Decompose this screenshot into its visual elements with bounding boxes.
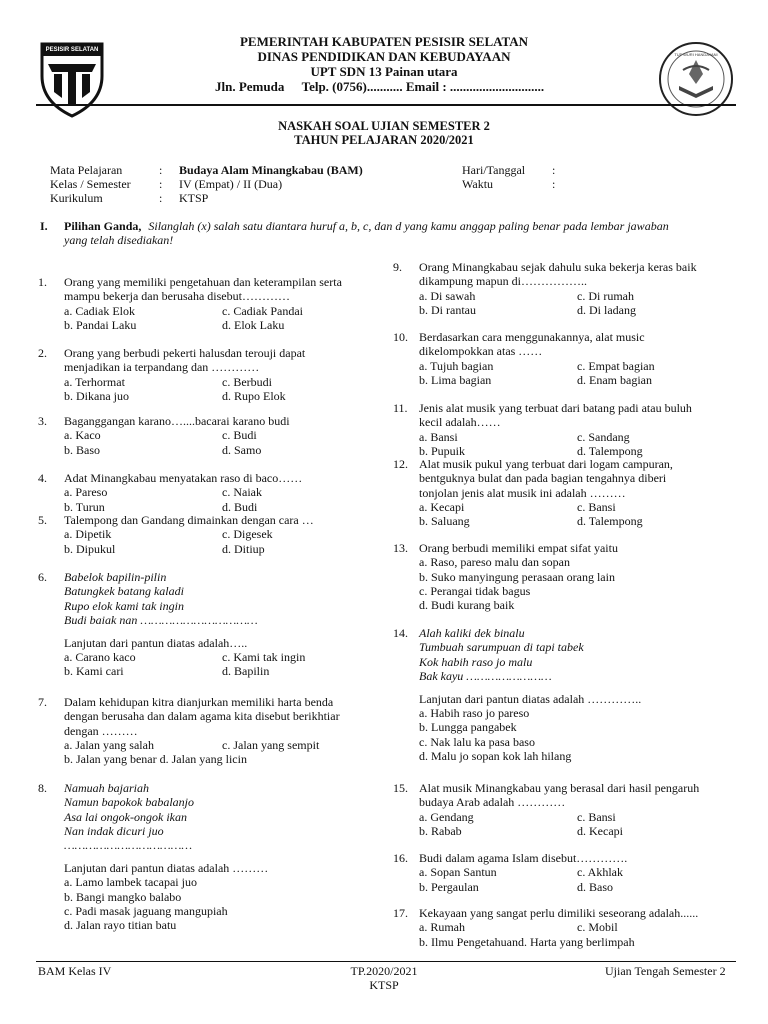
question-text-line: Adat Minangkabau menyatakan raso di baco…… bbox=[64, 471, 303, 485]
question-text-line: bentguknya bulat dan pada bagian tengahnya diberi bbox=[419, 471, 667, 486]
answer-option: d. Malu jo sopan kok lah hilang bbox=[419, 748, 572, 763]
question-text-line: Jenis alat musik yang terbuat dari batang padi atau buluh bbox=[419, 401, 692, 415]
answer-option: b. Jalan yang benar d. Jalan yang licin bbox=[64, 752, 247, 767]
question-number: 17. bbox=[393, 906, 408, 920]
answer-option: b. Dikana juo bbox=[64, 388, 129, 403]
question-text-line: Berdasarkan cara menggunakannya, alat music bbox=[419, 330, 645, 344]
answer-option: b. Saluang bbox=[419, 514, 470, 529]
pantun-line: Alah kaliki dek binalu bbox=[419, 626, 525, 640]
pantun-line: Namuah bajariah bbox=[64, 781, 150, 795]
footer-center-2: KTSP bbox=[369, 978, 399, 992]
answer-option: b. Turun bbox=[64, 499, 105, 514]
answer-option: b. Pergaulan bbox=[419, 879, 479, 894]
info-time-label: Waktu bbox=[462, 177, 494, 191]
question-text-line: dengan ……… bbox=[64, 723, 138, 738]
info-subject-value: Budaya Alam Minangkabau (BAM) bbox=[179, 163, 363, 177]
question-text-line: Alat musik Minangkabau yang berasal dari hasil pengaruh bbox=[419, 781, 700, 795]
section-heading: Pilihan Ganda, bbox=[64, 219, 142, 233]
answer-option: d. Bapilin bbox=[222, 664, 270, 679]
footer-rule bbox=[36, 961, 736, 962]
footer-center-1: TP.2020/2021 bbox=[350, 964, 418, 978]
section-instruction bbox=[64, 219, 736, 233]
question-number: 7. bbox=[38, 695, 47, 709]
answer-option: d. Baso bbox=[577, 879, 613, 894]
answer-option: b. Ilmu Pengetahuand. Harta yang berlimpah bbox=[419, 934, 635, 949]
answer-option: a. Terhormat bbox=[64, 374, 125, 389]
question-number: 1. bbox=[38, 275, 47, 289]
answer-option: b. Lima bagian bbox=[419, 372, 492, 387]
answer-option: c. Budi bbox=[222, 428, 257, 443]
info-subject-label: Mata Pelajaran bbox=[50, 163, 123, 177]
answer-option: d. Rupo Elok bbox=[222, 388, 286, 403]
info-colon: : bbox=[159, 191, 163, 205]
pantun-line: Kok habih raso jo malu bbox=[419, 654, 533, 669]
question-number: 15. bbox=[393, 781, 408, 795]
answer-option: a. Carano kaco bbox=[64, 650, 136, 665]
pantun-line: Nan indak dicuri juo bbox=[64, 823, 164, 838]
question-number: 5. bbox=[38, 513, 47, 527]
question-text-line: Budi dalam agama Islam disebut…………. bbox=[419, 851, 628, 865]
pantun-line: Bak kayu …………………… bbox=[419, 668, 552, 683]
answer-option: c. Nak lalu ka pasa baso bbox=[419, 734, 535, 749]
section-number: I. bbox=[40, 219, 48, 233]
question-text-line: Talempong dan Gandang dimainkan dengan cara … bbox=[64, 513, 314, 527]
answer-option: b. Pupuik bbox=[419, 443, 466, 458]
question-number: 14. bbox=[393, 626, 408, 640]
section-instruction-1: Silanglah (x) salah satu diantara huruf a, b, c, dan d yang kamu anggap paling benar pada lembar jawaban bbox=[148, 219, 669, 233]
answer-option: c. Di rumah bbox=[577, 288, 634, 303]
letterhead-address bbox=[215, 79, 544, 95]
answer-option: d. Jalan rayo titian batu bbox=[64, 918, 177, 933]
question-text-line: tonjolan jenis alat musik ini adalah ……… bbox=[419, 485, 626, 500]
info-colon: : bbox=[552, 163, 556, 177]
info-colon: : bbox=[159, 177, 163, 191]
regency-logo-text: PESISIR SELATAN bbox=[45, 47, 99, 53]
answer-option: d. Ditiup bbox=[222, 541, 265, 556]
exam-title: NASKAH SOAL UJIAN SEMESTER 2 bbox=[278, 119, 490, 133]
footer-right: Ujian Tengah Semester 2 bbox=[605, 964, 726, 978]
answer-option: c. Mobil bbox=[577, 920, 618, 935]
address: Jln. Pemuda bbox=[215, 79, 285, 94]
question-text-line: dikelompokkan atas …… bbox=[419, 344, 543, 359]
answer-option: b. Di rantau bbox=[419, 302, 476, 317]
question-number: 9. bbox=[393, 260, 402, 274]
answer-option: a. Rumah bbox=[419, 920, 465, 935]
answer-option: c. Cadiak Pandai bbox=[222, 303, 303, 318]
info-curriculum-value: KTSP bbox=[179, 191, 209, 205]
answer-option: c. Digesek bbox=[222, 527, 273, 542]
answer-option: c. Padi masak jaguang mangupiah bbox=[64, 903, 228, 918]
phone-email: Telp. (0756)........... Email : ............................. bbox=[301, 79, 545, 94]
question-text-line: Kekayaan yang sangat perlu dimiliki seseorang adalah...... bbox=[419, 906, 699, 920]
question-follow-up: Lanjutan dari pantun diatas adalah ……… bbox=[64, 861, 269, 876]
question-number: 3. bbox=[38, 414, 47, 428]
pantun-line: Asa lai ongok-ongok ikan bbox=[64, 809, 187, 824]
info-curriculum-label: Kurikulum bbox=[50, 191, 103, 205]
answer-option: b. Dipukul bbox=[64, 541, 116, 556]
question-text-line: menjadikan ia terpandang dan ………… bbox=[64, 360, 260, 375]
footer-left: BAM Kelas IV bbox=[38, 964, 112, 978]
question-number: 2. bbox=[38, 346, 47, 360]
answer-option: a. Cadiak Elok bbox=[64, 303, 135, 318]
answer-option: d. Elok Laku bbox=[222, 317, 285, 332]
answer-option: a. Bansi bbox=[419, 429, 458, 444]
answer-option: c. Kami tak ingin bbox=[222, 650, 306, 665]
answer-option: c. Perangai tidak bagus bbox=[419, 583, 531, 598]
pantun-line: Namun bapokok babalanjo bbox=[64, 795, 194, 810]
question-text-line: budaya Arab adalah ………… bbox=[419, 795, 566, 810]
question-number: 10. bbox=[393, 330, 408, 344]
answer-option: c. Naiak bbox=[222, 485, 262, 500]
question-text-line: kecil adalah…… bbox=[419, 415, 501, 430]
info-class-label: Kelas / Semester bbox=[50, 177, 131, 191]
question-number: 8. bbox=[38, 781, 47, 795]
question-number: 4. bbox=[38, 471, 47, 485]
letterhead-line-1: PEMERINTAH KABUPATEN PESISIR SELATAN bbox=[239, 34, 529, 49]
pantun-line: Rupo elok kami tak ingin bbox=[64, 598, 184, 613]
answer-option: c. Empat bagian bbox=[577, 358, 655, 373]
answer-option: a. Lamo lambek tacapai juo bbox=[64, 875, 197, 890]
question-number: 16. bbox=[393, 851, 408, 865]
question-text-line: dengan berusaha dan dalam agama kita disebut berikhtiar bbox=[64, 709, 340, 724]
answer-option: d. Kecapi bbox=[577, 823, 623, 838]
question-number: 12. bbox=[393, 457, 408, 471]
answer-option: d. Enam bagian bbox=[577, 372, 652, 387]
question-follow-up: Lanjutan dari pantun diatas adalah….. bbox=[64, 635, 248, 650]
answer-option: b. Rabab bbox=[419, 823, 462, 838]
pantun-line: Batungkek batang kaladi bbox=[64, 584, 184, 599]
answer-option: b. Baso bbox=[64, 442, 100, 457]
question-number: 11. bbox=[393, 401, 408, 415]
answer-option: d. Talempong bbox=[577, 514, 643, 529]
question-text-line: Baganggangan karano…....bacarai karano budi bbox=[64, 414, 290, 428]
info-colon: : bbox=[552, 177, 556, 191]
tut-wuri-handayani-text: TUT WURI HANDAYANI bbox=[674, 52, 718, 57]
answer-option: d. Di ladang bbox=[577, 302, 636, 317]
exam-year: TAHUN PELAJARAN 2020/2021 bbox=[294, 133, 474, 147]
answer-option: c. Sandang bbox=[577, 429, 630, 444]
letterhead-rule bbox=[36, 104, 736, 106]
answer-option: a. Kecapi bbox=[419, 499, 465, 514]
info-day-label: Hari/Tanggal bbox=[462, 163, 526, 177]
pantun-line: ……………………………… bbox=[64, 838, 193, 853]
question-follow-up: Lanjutan dari pantun diatas adalah ………….. bbox=[419, 691, 642, 706]
question-text-line: mampu bekerja dan berusaha disebut………… bbox=[64, 289, 290, 304]
question-text-line: Orang berbudi memiliki empat sifat yaitu bbox=[419, 541, 618, 555]
answer-option: a. Tujuh bagian bbox=[419, 358, 494, 373]
question-text-line: Orang yang berbudi pekerti halusdan terouji dapat bbox=[64, 346, 306, 360]
pantun-line: Babelok bapilin-pilin bbox=[64, 570, 167, 584]
question-text-line: Orang yang memiliki pengetahuan dan keterampilan serta bbox=[64, 275, 342, 289]
answer-option: a. Kaco bbox=[64, 428, 101, 443]
answer-option: a. Habih raso jo pareso bbox=[419, 706, 530, 721]
question-text-line: Orang Minangkabau sejak dahulu suka bekerja keras baik bbox=[419, 260, 697, 274]
section-instruction-2: yang telah disediakan! bbox=[64, 233, 174, 247]
question-text-line: dikampung mapun di…………….. bbox=[419, 274, 587, 289]
answer-option: b. Kami cari bbox=[64, 664, 124, 679]
answer-option: a. Sopan Santun bbox=[419, 865, 497, 880]
answer-option: c. Akhlak bbox=[577, 865, 623, 880]
question-text-line: Alat musik pukul yang terbuat dari logam campuran, bbox=[419, 457, 673, 471]
answer-option: a. Jalan yang salah bbox=[64, 737, 154, 752]
answer-option: b. Bangi mangko balabo bbox=[64, 889, 182, 904]
answer-option: d. Budi bbox=[222, 499, 258, 514]
answer-option: c. Bansi bbox=[577, 499, 616, 514]
answer-option: b. Lungga pangabek bbox=[419, 720, 517, 735]
answer-option: a. Dipetik bbox=[64, 527, 112, 542]
answer-option: c. Berbudi bbox=[222, 374, 272, 389]
answer-option: b. Suko manyingung perasaan orang lain bbox=[419, 569, 615, 584]
pantun-line: Tumbuah sarumpuan di tapi tabek bbox=[419, 640, 584, 655]
answer-option: c. Bansi bbox=[577, 809, 616, 824]
info-class-value: IV (Empat) / II (Dua) bbox=[179, 177, 283, 191]
question-number: 13. bbox=[393, 541, 408, 555]
answer-option: b. Pandai Laku bbox=[64, 317, 137, 332]
answer-option: d. Budi kurang baik bbox=[419, 598, 515, 613]
letterhead-line-2: DINAS PENDIDIKAN DAN KEBUDAYAAN bbox=[257, 49, 511, 64]
answer-option: a. Pareso bbox=[64, 485, 108, 500]
info-colon: : bbox=[159, 163, 163, 177]
pantun-line: Budi baiak nan …………………………… bbox=[64, 612, 258, 627]
question-number: 6. bbox=[38, 570, 47, 584]
letterhead-line-3: UPT SDN 13 Painan utara bbox=[310, 64, 458, 79]
question-text-line: Dalam kehidupan kitra dianjurkan memiliki harta benda bbox=[64, 695, 334, 709]
answer-option: a. Di sawah bbox=[419, 288, 476, 303]
answer-option: d. Talempong bbox=[577, 443, 643, 458]
answer-option: a. Gendang bbox=[419, 809, 474, 824]
answer-option: c. Jalan yang sempit bbox=[222, 737, 320, 752]
answer-option: a. Raso, pareso malu dan sopan bbox=[419, 555, 570, 570]
answer-option: d. Samo bbox=[222, 442, 262, 457]
